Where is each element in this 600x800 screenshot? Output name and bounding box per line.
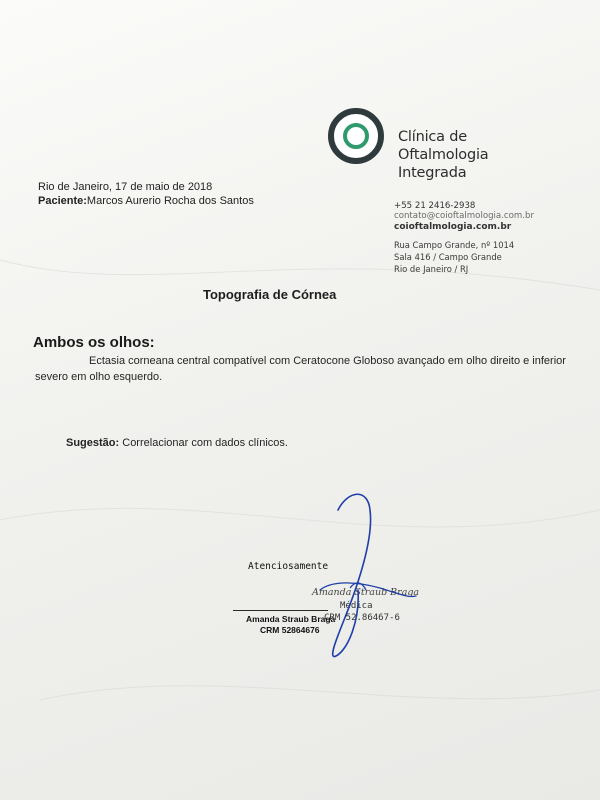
- clinic-name-line-1: Clínica de: [398, 129, 467, 145]
- clinic-email: contato@coioftalmologia.com.br: [394, 211, 535, 221]
- patient-line: [38, 195, 254, 207]
- clinic-name-line-3: Integrada: [398, 165, 467, 181]
- signer-name: Amanda Straub Braga: [246, 614, 336, 624]
- stamp-name: Amanda Straub Braga: [312, 587, 420, 598]
- clinic-address-line-3: Rio de Janeiro / RJ: [394, 264, 469, 274]
- report-title: Topografia de Córnea: [203, 287, 337, 302]
- patient-name: Marcos Aurerio Rocha dos Santos: [86, 195, 254, 207]
- clinic-name: [398, 128, 578, 182]
- closing-text: Atenciosamente: [248, 561, 329, 572]
- suggestion-text: Correlacionar com dados clínicos.: [122, 437, 288, 449]
- clinic-phone: +55 21 2416-2938: [394, 201, 476, 211]
- suggestion-label: Sugestão:: [66, 437, 120, 449]
- signature-rule: [233, 610, 328, 611]
- date-line: Rio de Janeiro, 17 de maio de 2018: [38, 181, 213, 193]
- suggestion-line: [66, 437, 288, 449]
- signer-crm: CRM 52864676: [260, 625, 320, 635]
- clinic-address-line-2: Sala 416 / Campo Grande: [394, 252, 502, 262]
- section-heading: Ambos os olhos:: [33, 334, 155, 351]
- clinic-name-line-2: Oftalmologia: [398, 147, 489, 163]
- clinic-logo-icon: [328, 108, 384, 164]
- patient-label: Paciente:: [38, 195, 87, 207]
- clinic-website: coioftalmologia.com.br: [394, 222, 512, 232]
- stamp-role: Médica: [340, 601, 373, 611]
- clinic-address-line-1: Rua Campo Grande, nº 1014: [394, 240, 515, 250]
- stamp-crm: CRM 52.86467-6: [324, 613, 400, 623]
- finding-text: Ectasia corneana central compatível com Ceratocone Globoso avançado em olho direito e inferior severo em olho esquerdo.: [35, 355, 566, 383]
